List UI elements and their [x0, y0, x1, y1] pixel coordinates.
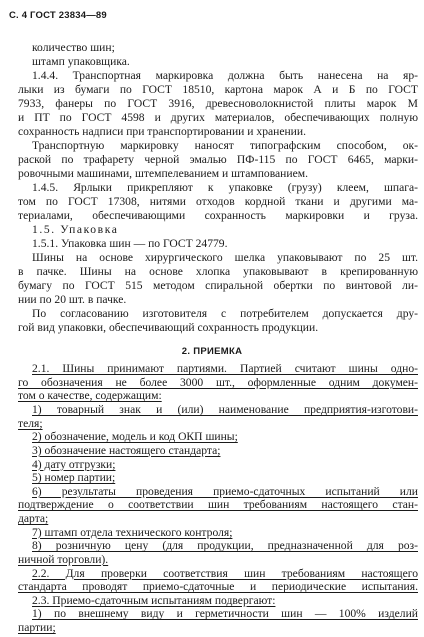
text-line: подтверждение о соответствии шин требованиям настоящего стан- — [18, 498, 418, 512]
text-line: стандарта проводят приемо-сдаточные и периодические испытания. — [18, 580, 418, 594]
text-line: териалами, обеспечивающими сохранность маркировки и груза. — [18, 209, 418, 222]
text-line: го обозначения не более 3000 шт., оформленные одним докумен- — [18, 375, 418, 389]
text-line: том о качестве, содержащим: — [18, 389, 162, 403]
subsection-heading: 1.5. Упаковка — [32, 223, 119, 236]
list-item: 1) товарный знак и (или) наименование предприятия-изготови- — [32, 403, 418, 416]
list-item: 5) номер партии; — [32, 471, 116, 485]
text-line: количество шин; — [32, 41, 115, 54]
text-line: партии; — [18, 621, 56, 634]
text-line: лыки из бумаги по ГОСТ 18510, картона марок А и Б по ГОСТ — [18, 83, 418, 96]
list-item: 8) розничную цену (для продукции, предназначенной для роз- — [32, 539, 418, 553]
text-line: 2.1. Шины принимают партиями. Партией считают шины одно- — [32, 362, 418, 376]
text-line: Шины на основе хирургического шелка упаковывают по 25 шт. — [32, 251, 418, 264]
text-line: 1.4.4. Транспортная маркировка должна быть нанесена на яр- — [32, 69, 418, 82]
text-line: По согласованию изготовителя с потребителем допускается дру- — [32, 307, 418, 320]
text-line: штамп упаковщика. — [32, 55, 130, 68]
text-line: 1.5.1. Упаковка шин — по ГОСТ 24779. — [32, 237, 228, 250]
list-item: 3) обозначение настоящего стандарта; — [32, 443, 221, 457]
text-line: теля; — [18, 416, 43, 430]
text-line: раской по трафарету черной эмалью ПФ-115 по ГОСТ 6465, марки- — [18, 153, 418, 166]
text-line: ровочными машинами, штемпелеванием и штампованием. — [18, 167, 308, 180]
text-line: нии по 20 шт. в пачке. — [18, 293, 127, 306]
text-line: 2.3. Приемо-сдаточным испытаниям подвергают: — [32, 593, 276, 607]
text-line: бумагу по ГОСТ 515 методом спиральной обертки по винтовой ли- — [18, 279, 418, 292]
section-heading: 2. ПРИЕМКА — [181, 346, 243, 357]
list-item: 6) результаты проведения приемо-сдаточных испытаний или — [32, 484, 418, 498]
list-item: 1) по внешнему виду и герметичности шин — 100% изделий — [32, 607, 418, 621]
text-line: и ПТ по ГОСТ 4598 и других материалов, обеспечивающих полную — [18, 111, 418, 124]
text-line: в пачке. Шины на основе хлопка упаковывают в крепированную — [18, 265, 418, 278]
list-item: 7) штамп отдела технического контроля; — [32, 525, 233, 539]
list-item: 4) дату отгрузки; — [32, 457, 116, 471]
text-line: сохранность надписи при транспортировании и хранении. — [18, 125, 306, 138]
text-line: гой вид упаковки, обеспечивающий сохранность продукции. — [18, 321, 319, 334]
text-line: дарта; — [18, 512, 49, 525]
page-header: С. 4 ГОСТ 23834—89 — [9, 10, 107, 21]
text-line: 2.2. Для проверки соответствия шин требованиям настоящего — [32, 566, 418, 580]
text-line: Транспортную маркировку наносят типографским способом, ок- — [32, 139, 418, 152]
text-line: том по ГОСТ 17308, нитями отходов кордной ткани и другими ма- — [18, 195, 418, 208]
text-line: ничной торговли). — [18, 552, 109, 566]
list-item: 2) обозначение, модель и код ОКП шины; — [32, 430, 238, 444]
text-line: 7933, фанеры по ГОСТ 3916, древесноволокнистой плиты марок М — [18, 97, 418, 110]
text-line: 1.4.5. Ярлыки прикрепляют к упаковке (грузу) клеем, шпага- — [32, 181, 418, 194]
